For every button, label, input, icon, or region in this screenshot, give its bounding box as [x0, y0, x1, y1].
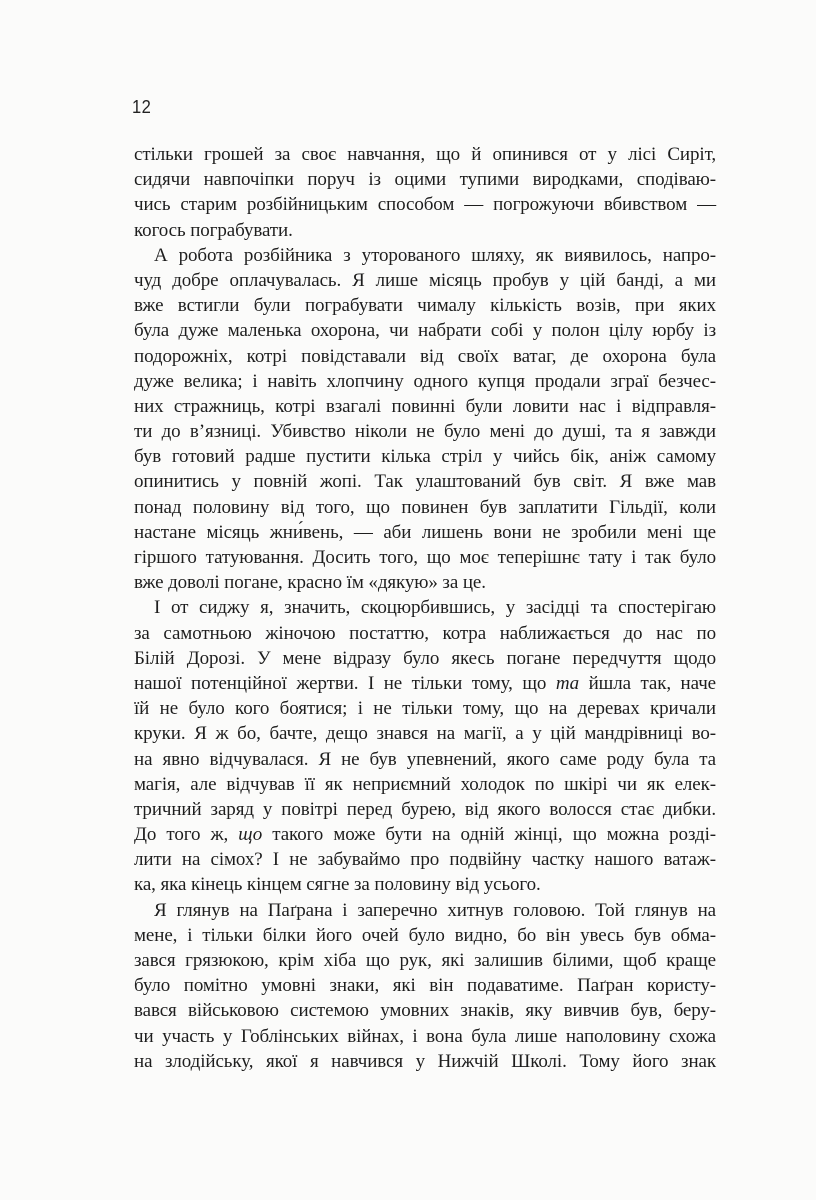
text-line: них стражниць, котрі взагалі повинні були ловити нас і відправля-	[134, 395, 716, 417]
text-line: чи участь у Гоблінських війнах, і вона була лише наполовину схожа	[134, 1025, 716, 1047]
emphasized-word: та	[555, 672, 580, 694]
text-line: Білій Дорозі. У мене відразу було якесь погане передчуття щодо	[134, 647, 716, 669]
text-line: круки. Я ж бо, бачте, дещо знався на магії, а у цій мандрівниці во-	[134, 723, 716, 745]
text-line: настане місяць жни́вень, — аби лишень вони не зробили мені ще	[134, 521, 716, 543]
text-line: чуд добре оплачувалась. Я лише місяць пробув у цій банді, а ми	[134, 269, 716, 291]
text-line: нашої потенційної жертви. І не тільки тому, що та йшла так, наче	[134, 672, 716, 694]
text-line: гіршого татуювання. Досить того, що моє теперішнє тату і так було	[134, 547, 716, 568]
text-line: подорожніх, котрі повідставали від своїх ватаг, де охорона була	[134, 345, 716, 367]
text-line: понад половину від того, що повинен був заплатити Гільдії, коли	[134, 496, 716, 518]
text-line: мене, і тільки білки його очей було видно, бо він увесь був обма-	[134, 924, 716, 946]
text-line: за самотньою жіночою постаттю, котра наближається до нас по	[134, 622, 716, 644]
text-line: вже доволі погане, красно їм «дякую» за це.	[134, 572, 486, 594]
text-line: магія, але відчував її як неприємний холодок по шкірі чи як елек-	[134, 773, 716, 795]
text-line: А робота розбійника з уторованого шляху, як виявилось, напро-	[154, 244, 716, 266]
text-line: тричний заряд у повітрі перед бурею, від якого волосся стає дибки.	[134, 798, 716, 820]
page-number: 12	[132, 97, 152, 117]
text-line: дуже велика; і навіть хлопчину одного купця продали зграї безчес-	[134, 370, 716, 392]
text-line: ти до в’язниці. Убивство ніколи не було мені до душі, та я завжди	[134, 421, 716, 443]
text-line: чись старим розбійницьким способом — погрожуючи вбивством —	[134, 194, 716, 216]
emphasized-word: що	[238, 824, 263, 846]
text-line: була дуже маленька охорона, чи набрати собі у полон цілу юрбу із	[134, 320, 716, 342]
page-text	[134, 142, 716, 1074]
text-line: І от сиджу я, значить, скоцюрбившись, у засідці та спостерігаю	[154, 597, 716, 619]
text-line: когось пограбувати.	[134, 219, 293, 241]
text-line: стільки грошей за своє навчання, що й опинився от у лісі Сиріт,	[134, 144, 716, 165]
text-line: Я глянув на Паґрана і заперечно хитнув головою. Той глянув на	[154, 899, 716, 921]
text-line: опинитись у повній жопі. Так улаштований був світ. Я вже мав	[134, 471, 716, 493]
text-line: був готовий радше пустити кілька стріл у чийсь бік, аніж самому	[134, 446, 716, 468]
text-line: сидячи навпочіпки поруч із оцими тупими виродками, сподіваю-	[134, 169, 716, 191]
text-line: лити на сімох? І не забуваймо про подвійну частку нашого ватаж-	[134, 849, 716, 871]
text-line: було помітно умовні знаки, які він подаватиме. Паґран користу-	[134, 975, 716, 997]
text-line: на злодійську, якої я навчився у Нижчій Школі. Тому його знак	[134, 1050, 716, 1072]
text-line: вже встигли були пограбувати чималу кількість возів, при яких	[134, 295, 716, 317]
text-line: на явно відчувалася. Я не був упевнений, якого саме роду була та	[134, 748, 716, 770]
text-line: ка, яка кінець кінцем сягне за половину від усього.	[134, 874, 541, 896]
text-line: До того ж, що такого може бути на одній жінці, що можна розді-	[134, 824, 716, 846]
text-line: їй не було кого боятися; і не тільки тому, що на деревах кричали	[134, 698, 716, 720]
text-line: вався військовою системою умовних знаків, яку вивчив був, беру-	[134, 1000, 716, 1022]
text-line: зався грязюкою, крім хіба що рук, які залишив білими, щоб краще	[134, 950, 716, 971]
